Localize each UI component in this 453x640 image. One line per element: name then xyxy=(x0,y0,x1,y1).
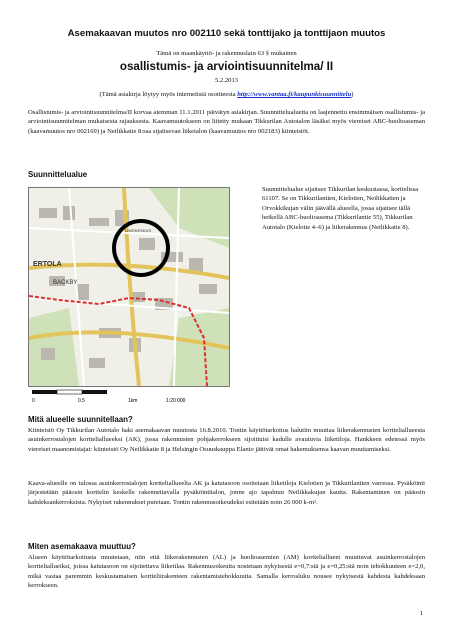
web-link[interactable]: http://www.vantaa.fi/kaupunkisuunnittelu xyxy=(237,91,352,98)
scale-tick: 0.5 xyxy=(78,398,85,404)
page-number: 1 xyxy=(419,610,423,617)
scale-ratio: 1:20 000 xyxy=(166,398,186,404)
map-label: BACKBY xyxy=(53,280,78,286)
document-title: Asemakaavan muutos nro 002110 sekä tonttijako ja tonttijaon muutos xyxy=(67,28,386,39)
map-label: LIIKEKESKUS xyxy=(125,228,152,233)
scale-tick: 0 xyxy=(32,398,35,404)
plan-title: osallistumis- ja arviointisuunnitelma/ II xyxy=(119,60,334,73)
what-heading: Mitä alueelle suunnitellaan? xyxy=(28,415,133,424)
document-date: 5.2.2013 xyxy=(214,77,239,84)
intro-paragraph: Osallistumis- ja arviointisuunnitelma/II korvaa aiemman 11.1.2011 päivätyn asiakirjan. Suunnittelualuetta on laajennettu ensimmäisen osallistumis- ja arviointisuunnitelman mukaisesta rajauksesta. Kaavamuutokseen on liitetty mukaan Tikkurilan Autotalon läsäksi myös viereiset ABC-huoltoaseman (kaavamuutos nro 002169) ja Neilikkatie 8:ssa sijaitsevan liiketalon (kaavamuutos nro 002183) kiinteistöt. xyxy=(28,109,425,135)
web-note-prefix: (Tämä asiakirja löytyy myös internetistä osoitteesta xyxy=(99,91,238,98)
area-map xyxy=(28,187,230,387)
legal-subline: Tämä on maankäyttö- ja rakennuslain 63 § mukainen xyxy=(156,50,297,57)
change-heading: Miten asemakaava muuttuu? xyxy=(28,542,136,551)
scale-tick: 1km xyxy=(128,398,138,404)
web-note-suffix: ) xyxy=(351,91,354,98)
area-description: Suunnittelualue sijaitsee Tikkurilan keskustassa, korttelissa 61107. Se on Tikkurilantien, Kielotien, Neilikkatien ja Orvokkikujan välin jäävällä alueella, jossa sijaitsee tällä hetkellä ABC-huoltoasema (Tikkurilantie 55), Tikkurilan Autotalo (Kielotie 4–6) ja liikerakennus (Neilikkatie 8). xyxy=(262,186,419,231)
area-heading: Suunnittelualue xyxy=(28,170,88,179)
map-label: ERTOLA xyxy=(33,261,62,268)
what-paragraph-1: Kiinteistö Oy Tikkurilan Autotalo haki asemakaavan muutosta 16.8.2010. Tontin käyttötarkoitus halutiin muuttaa liikerakennusten kortteliallueesta asuinkerrostalojen kortteliallueeksi (AK), jossa rakennusten pohjakerrokseen sijoittuisi kadulle avautuvia liiketiloja. Hankkeen edetessä myös viereiset maanomistajat: kiinteistö Oy Neilikkatie 8 ja Helsingin Osuuskauppa Elanto jättivät omat hakemuksensa kaavan muuttamiseksi. xyxy=(28,427,425,453)
what-paragraph-2: Kaava-alueelle on tulossa asuinkerrostalojen kortteliallueelta AK ja katutasoon osoitetaan liiketiloja Kielotien ja Tikkurilantien varressa. Pysäköinti järjestetään pääosin korttelin keskelle rakennettavalla pysäköintitalon, jonne ajo tapahtuu Neilikkakujan kautta. Rakentaminen on pääosin kahdeksankerroksista. Nykyiset rakennukset puretaan. Tontin rakennusoikeudeksi esitetään noin 26 000 k-m². xyxy=(28,480,425,506)
map-scale-bar xyxy=(28,388,198,408)
change-paragraph: Alueen käyttötarkoitusta muutetaan, niin että liikerakennusten (AL) ja huoltoasemien (AM) kortteliallueet muuttuvat asuinkerrostalojen kortteliallueiksi, joissa katutasoon on sijoitettava liiketilaa. Rakennusoikeutta nostetaan nykyisestä e=0,7:stä ja e=0,25:stä noin tehokkuuteen e=2,0, mikä vastaa paremmin keskustamaisen kortteliirakenteen rakentamistehokkuutta. Samalla kerrosluku nousee nykyisestä kahdesta kahdeksaan kerrokseen. xyxy=(28,554,425,590)
scale-bar-graphic xyxy=(28,388,198,408)
web-note xyxy=(0,91,453,98)
map-graphic xyxy=(29,188,229,386)
